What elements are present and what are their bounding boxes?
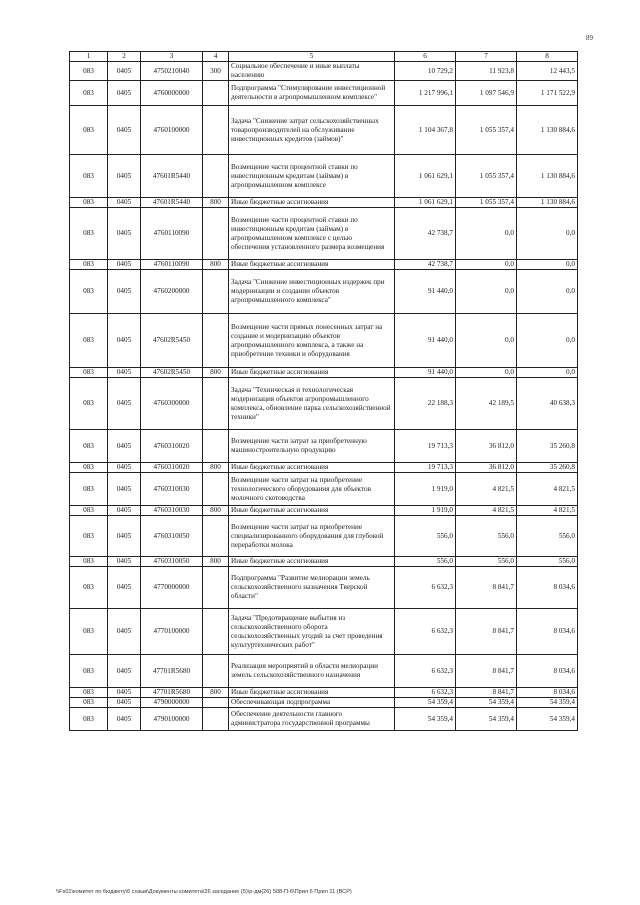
target-article-cell: 4770100000 xyxy=(141,609,203,655)
table-row xyxy=(70,609,578,655)
section-code-cell: 0405 xyxy=(108,208,141,260)
expense-type-cell xyxy=(203,655,229,688)
amount-year1-cell: 556,0 xyxy=(395,516,456,557)
expense-type-cell: 800 xyxy=(203,506,229,516)
amount-year1-cell: 91 440,0 xyxy=(395,270,456,314)
column-header: 4 xyxy=(203,52,229,62)
target-article-cell: 47602R5450 xyxy=(141,368,203,378)
column-header: 7 xyxy=(456,52,517,62)
table-body xyxy=(70,62,578,731)
amount-year2-cell: 0,0 xyxy=(456,208,517,260)
section-code-cell: 0405 xyxy=(108,81,141,106)
column-header: 2 xyxy=(108,52,141,62)
amount-year1-cell: 556,0 xyxy=(395,557,456,567)
table-row xyxy=(70,688,578,698)
target-article-cell: 4770000000 xyxy=(141,567,203,609)
item-name-cell: Иные бюджетные ассигнования xyxy=(229,506,395,516)
section-code-cell: 0405 xyxy=(108,106,141,155)
amount-year3-cell: 54 359,4 xyxy=(517,708,578,731)
expense-type-cell xyxy=(203,378,229,430)
expense-type-cell xyxy=(203,314,229,368)
amount-year2-cell: 1 055 357,4 xyxy=(456,198,517,208)
amount-year3-cell: 8 034,6 xyxy=(517,655,578,688)
section-code-cell: 0405 xyxy=(108,557,141,567)
table-row xyxy=(70,368,578,378)
amount-year2-cell: 8 841,7 xyxy=(456,688,517,698)
amount-year3-cell: 12 443,5 xyxy=(517,62,578,81)
table-row xyxy=(70,62,578,81)
expense-type-cell xyxy=(203,609,229,655)
target-article-cell: 4760310030 xyxy=(141,473,203,506)
admin-code-cell: 083 xyxy=(70,260,108,270)
section-code-cell: 0405 xyxy=(108,688,141,698)
amount-year2-cell: 1 055 357,4 xyxy=(456,106,517,155)
column-header: 8 xyxy=(517,52,578,62)
expense-type-cell: 800 xyxy=(203,198,229,208)
expense-type-cell xyxy=(203,430,229,463)
item-name-cell: Задача "Предотвращение выбытия из сельскохозяйственного оборота сельскохозяйственных угодий за счет проведения культуртехнических работ" xyxy=(229,609,395,655)
amount-year1-cell: 22 188,3 xyxy=(395,378,456,430)
table-row xyxy=(70,155,578,198)
amount-year1-cell: 1 104 367,8 xyxy=(395,106,456,155)
item-name-cell: Социальное обеспечение и иные выплаты населению xyxy=(229,62,395,81)
target-article-cell: 4760310050 xyxy=(141,557,203,567)
admin-code-cell: 083 xyxy=(70,368,108,378)
amount-year1-cell: 10 729,2 xyxy=(395,62,456,81)
section-code-cell: 0405 xyxy=(108,378,141,430)
amount-year3-cell: 0,0 xyxy=(517,314,578,368)
target-article-cell: 4760110090 xyxy=(141,208,203,260)
section-code-cell: 0405 xyxy=(108,516,141,557)
amount-year3-cell: 8 034,6 xyxy=(517,567,578,609)
amount-year3-cell: 35 260,8 xyxy=(517,430,578,463)
item-name-cell: Возмещение части процентной ставки по инвестиционным кредитам (займам) в агропромышленном комплексе xyxy=(229,155,395,198)
amount-year2-cell: 556,0 xyxy=(456,557,517,567)
expense-type-cell xyxy=(203,708,229,731)
admin-code-cell: 083 xyxy=(70,506,108,516)
amount-year1-cell: 19 713,3 xyxy=(395,430,456,463)
amount-year1-cell: 6 632,3 xyxy=(395,567,456,609)
table-row xyxy=(70,260,578,270)
section-code-cell: 0405 xyxy=(108,260,141,270)
target-article-cell: 4760310020 xyxy=(141,463,203,473)
admin-code-cell: 083 xyxy=(70,430,108,463)
section-code-cell: 0405 xyxy=(108,368,141,378)
amount-year3-cell: 4 821,5 xyxy=(517,473,578,506)
admin-code-cell: 083 xyxy=(70,81,108,106)
table-row xyxy=(70,655,578,688)
admin-code-cell: 083 xyxy=(70,463,108,473)
expense-type-cell xyxy=(203,106,229,155)
section-code-cell: 0405 xyxy=(108,655,141,688)
expense-type-cell: 800 xyxy=(203,557,229,567)
admin-code-cell: 083 xyxy=(70,688,108,698)
expense-type-cell: 300 xyxy=(203,62,229,81)
item-name-cell: Возмещение части затрат на приобретение специализированного оборудования для глубокой переработки молока xyxy=(229,516,395,557)
expense-type-cell xyxy=(203,155,229,198)
target-article-cell: 4760310030 xyxy=(141,506,203,516)
amount-year3-cell: 0,0 xyxy=(517,270,578,314)
expense-type-cell xyxy=(203,516,229,557)
amount-year3-cell: 1 130 884,6 xyxy=(517,155,578,198)
table-row xyxy=(70,516,578,557)
item-name-cell: Реализация мероприятий в области мелиорации земель сельскохозяйственного назначения xyxy=(229,655,395,688)
admin-code-cell: 083 xyxy=(70,378,108,430)
amount-year2-cell: 8 841,7 xyxy=(456,655,517,688)
column-header: 3 xyxy=(141,52,203,62)
table-row xyxy=(70,314,578,368)
admin-code-cell: 083 xyxy=(70,473,108,506)
amount-year2-cell: 4 821,5 xyxy=(456,506,517,516)
amount-year2-cell: 1 097 546,9 xyxy=(456,81,517,106)
target-article-cell: 47602R5450 xyxy=(141,314,203,368)
table-row xyxy=(70,698,578,708)
amount-year1-cell: 42 738,7 xyxy=(395,260,456,270)
amount-year2-cell: 556,0 xyxy=(456,516,517,557)
item-name-cell: Возмещение части процентной ставки по инвестиционным кредитам (займам) в агропромышленном комплексе с целью обеспечения установленного размера возмещения xyxy=(229,208,395,260)
amount-year3-cell: 0,0 xyxy=(517,368,578,378)
section-code-cell: 0405 xyxy=(108,609,141,655)
item-name-cell: Иные бюджетные ассигнования xyxy=(229,688,395,698)
amount-year2-cell: 8 841,7 xyxy=(456,567,517,609)
target-article-cell: 4790100000 xyxy=(141,708,203,731)
amount-year1-cell: 6 632,3 xyxy=(395,688,456,698)
amount-year1-cell: 1 919,0 xyxy=(395,473,456,506)
amount-year3-cell: 0,0 xyxy=(517,208,578,260)
amount-year1-cell: 1 919,0 xyxy=(395,506,456,516)
amount-year3-cell: 35 260,8 xyxy=(517,463,578,473)
budget-table xyxy=(69,51,578,731)
section-code-cell: 0405 xyxy=(108,155,141,198)
amount-year2-cell: 0,0 xyxy=(456,270,517,314)
section-code-cell: 0405 xyxy=(108,198,141,208)
amount-year3-cell: 1 130 884,6 xyxy=(517,106,578,155)
expense-type-cell: 800 xyxy=(203,260,229,270)
table-row xyxy=(70,378,578,430)
item-name-cell: Обеспечивающая подпрограмма xyxy=(229,698,395,708)
amount-year1-cell: 54 359,4 xyxy=(395,698,456,708)
target-article-cell: 47601R5440 xyxy=(141,155,203,198)
amount-year2-cell: 8 841,7 xyxy=(456,609,517,655)
expense-type-cell xyxy=(203,270,229,314)
section-code-cell: 0405 xyxy=(108,506,141,516)
amount-year3-cell: 8 034,6 xyxy=(517,688,578,698)
table-row xyxy=(70,198,578,208)
table-row xyxy=(70,106,578,155)
expense-type-cell xyxy=(203,473,229,506)
column-header: 1 xyxy=(70,52,108,62)
table-row xyxy=(70,81,578,106)
admin-code-cell: 083 xyxy=(70,155,108,198)
section-code-cell: 0405 xyxy=(108,473,141,506)
column-header: 5 xyxy=(229,52,395,62)
table-row xyxy=(70,463,578,473)
amount-year2-cell: 54 359,4 xyxy=(456,698,517,708)
item-name-cell: Задача "Снижение затрат сельскохозяйственных товаропроизводителей на обслуживание инвестиционных кредитов (займов)" xyxy=(229,106,395,155)
amount-year3-cell: 0,0 xyxy=(517,260,578,270)
target-article-cell: 4760310050 xyxy=(141,516,203,557)
amount-year2-cell: 0,0 xyxy=(456,368,517,378)
target-article-cell: 4760200000 xyxy=(141,270,203,314)
item-name-cell: Обеспечение деятельности главного администратора государственной программы xyxy=(229,708,395,731)
column-header: 6 xyxy=(395,52,456,62)
expense-type-cell: 800 xyxy=(203,368,229,378)
target-article-cell: 4760310020 xyxy=(141,430,203,463)
admin-code-cell: 083 xyxy=(70,270,108,314)
expense-type-cell: 800 xyxy=(203,463,229,473)
header-row xyxy=(70,52,578,62)
target-article-cell: 4760100000 xyxy=(141,106,203,155)
item-name-cell: Подпрограмма "Стимулирование инвестиционной деятельности в агропромышленном комплексе" xyxy=(229,81,395,106)
table-row xyxy=(70,270,578,314)
section-code-cell: 0405 xyxy=(108,314,141,368)
target-article-cell: 4760000000 xyxy=(141,81,203,106)
section-code-cell: 0405 xyxy=(108,708,141,731)
amount-year3-cell: 8 034,6 xyxy=(517,609,578,655)
page-number: 89 xyxy=(586,34,593,42)
admin-code-cell: 083 xyxy=(70,516,108,557)
amount-year3-cell: 40 638,3 xyxy=(517,378,578,430)
amount-year2-cell: 11 923,8 xyxy=(456,62,517,81)
target-article-cell: 4790000000 xyxy=(141,698,203,708)
amount-year1-cell: 1 217 996,1 xyxy=(395,81,456,106)
target-article-cell: 47601R5440 xyxy=(141,198,203,208)
target-article-cell: 47701R5680 xyxy=(141,655,203,688)
amount-year2-cell: 36 812,0 xyxy=(456,463,517,473)
table-row xyxy=(70,557,578,567)
item-name-cell: Иные бюджетные ассигнования xyxy=(229,557,395,567)
table-row xyxy=(70,567,578,609)
table-row xyxy=(70,708,578,731)
item-name-cell: Иные бюджетные ассигнования xyxy=(229,368,395,378)
amount-year3-cell: 1 130 884,6 xyxy=(517,198,578,208)
section-code-cell: 0405 xyxy=(108,62,141,81)
amount-year2-cell: 0,0 xyxy=(456,314,517,368)
amount-year1-cell: 1 061 629,1 xyxy=(395,155,456,198)
table-row xyxy=(70,506,578,516)
section-code-cell: 0405 xyxy=(108,463,141,473)
item-name-cell: Возмещение части затрат за приобретенную машиностроительную продукцию xyxy=(229,430,395,463)
section-code-cell: 0405 xyxy=(108,567,141,609)
amount-year2-cell: 4 821,5 xyxy=(456,473,517,506)
amount-year1-cell: 6 632,3 xyxy=(395,655,456,688)
footer-path: \\Fs01\комитет по бюджету\6 созыв\Документы комитета\26 заседание (5)\р-дм(26) 508-П-6\Прил 6 Прил 11 (ВСР) xyxy=(56,889,352,895)
amount-year1-cell: 91 440,0 xyxy=(395,368,456,378)
amount-year1-cell: 6 632,3 xyxy=(395,609,456,655)
item-name-cell: Иные бюджетные ассигнования xyxy=(229,198,395,208)
amount-year3-cell: 54 359,4 xyxy=(517,698,578,708)
section-code-cell: 0405 xyxy=(108,698,141,708)
amount-year2-cell: 1 055 357,4 xyxy=(456,155,517,198)
admin-code-cell: 083 xyxy=(70,62,108,81)
expense-type-cell xyxy=(203,698,229,708)
admin-code-cell: 083 xyxy=(70,609,108,655)
amount-year1-cell: 42 738,7 xyxy=(395,208,456,260)
amount-year3-cell: 1 171 522,9 xyxy=(517,81,578,106)
amount-year2-cell: 42 189,5 xyxy=(456,378,517,430)
target-article-cell: 4760300000 xyxy=(141,378,203,430)
item-name-cell: Возмещение части затрат на приобретение технологического оборудования для объектов молочного скотоводства xyxy=(229,473,395,506)
target-article-cell: 4760110090 xyxy=(141,260,203,270)
admin-code-cell: 083 xyxy=(70,698,108,708)
amount-year2-cell: 36 812,0 xyxy=(456,430,517,463)
table-row xyxy=(70,473,578,506)
item-name-cell: Иные бюджетные ассигнования xyxy=(229,463,395,473)
amount-year2-cell: 0,0 xyxy=(456,260,517,270)
item-name-cell: Иные бюджетные ассигнования xyxy=(229,260,395,270)
item-name-cell: Задача "Техническая и технологическая модернизация объектов агропромышленного комплекса, обновление парка сельскохозяйственной техники" xyxy=(229,378,395,430)
section-code-cell: 0405 xyxy=(108,270,141,314)
amount-year3-cell: 4 821,5 xyxy=(517,506,578,516)
amount-year2-cell: 54 359,4 xyxy=(456,708,517,731)
amount-year1-cell: 1 061 629,1 xyxy=(395,198,456,208)
section-code-cell: 0405 xyxy=(108,430,141,463)
admin-code-cell: 083 xyxy=(70,567,108,609)
admin-code-cell: 083 xyxy=(70,208,108,260)
amount-year1-cell: 54 359,4 xyxy=(395,708,456,731)
item-name-cell: Возмещение части прямых понесенных затрат на создание и модернизацию объектов агропромышленного комплекса, а также на приобретение техники и оборудования xyxy=(229,314,395,368)
expense-type-cell: 800 xyxy=(203,688,229,698)
admin-code-cell: 083 xyxy=(70,557,108,567)
admin-code-cell: 083 xyxy=(70,198,108,208)
admin-code-cell: 083 xyxy=(70,106,108,155)
table-row xyxy=(70,208,578,260)
expense-type-cell xyxy=(203,567,229,609)
admin-code-cell: 083 xyxy=(70,655,108,688)
amount-year3-cell: 556,0 xyxy=(517,516,578,557)
expense-type-cell xyxy=(203,208,229,260)
item-name-cell: Задача "Снижение инвестиционных издержек при модернизации и создании объектов агропромышленного комплекса" xyxy=(229,270,395,314)
amount-year3-cell: 556,0 xyxy=(517,557,578,567)
table-row xyxy=(70,430,578,463)
expense-type-cell xyxy=(203,81,229,106)
admin-code-cell: 083 xyxy=(70,708,108,731)
admin-code-cell: 083 xyxy=(70,314,108,368)
target-article-cell: 4750210040 xyxy=(141,62,203,81)
amount-year1-cell: 19 713,3 xyxy=(395,463,456,473)
item-name-cell: Подпрограмма "Развитие мелиорации земель сельскохозяйственного назначения Тверской области" xyxy=(229,567,395,609)
amount-year1-cell: 91 440,0 xyxy=(395,314,456,368)
target-article-cell: 47701R5680 xyxy=(141,688,203,698)
